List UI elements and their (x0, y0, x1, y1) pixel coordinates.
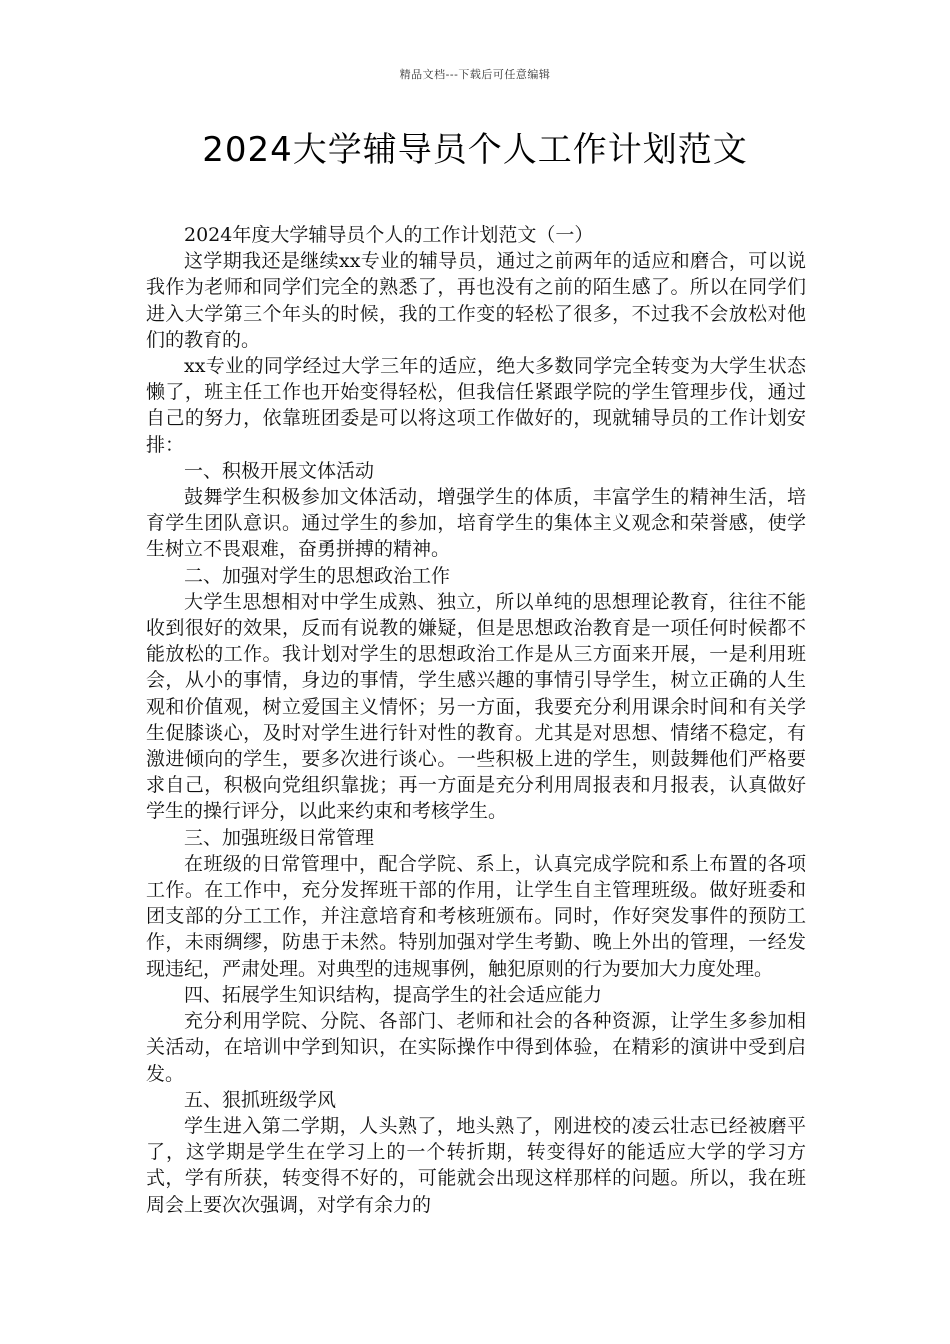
body-paragraph: 在班级的日常管理中，配合学院、系上，认真完成学院和系上布置的各项工作。在工作中，充分发挥班干部的作用，让学生自主管理班级。做好班委和团支部的分工工作，并注意培育和考核班颁布。同时，作好突发事件的预防工作，未雨绸缪，防患于未然。特别加强对学生考勤、晚上外出的管理，一经发现违纪，严肃处理。对典型的违规事例，触犯原则的行为要加大力度处理。 (146, 852, 806, 980)
document-body (146, 222, 806, 1218)
section-heading: 二、加强对学生的思想政治工作 (184, 564, 451, 587)
body-paragraph: 学生进入第二学期，人头熟了，地头熟了，刚进校的凌云壮志已经被磨平了，这学期是学生在学习上的一个转折期，转变得好的能适应大学的学习方式，学有所获，转变得不好的，可能就会出现这样那样的问题。所以，我在班周会上要次次强调，对学有余力的 (146, 1114, 806, 1216)
section-heading: 五、狠抓班级学风 (184, 1088, 337, 1111)
subtitle-paragraph: 2024年度大学辅导员个人的工作计划范文（一） (184, 224, 594, 246)
document-title: 2024大学辅导员个人工作计划范文 (202, 130, 748, 170)
body-paragraph: xx专业的同学经过大学三年的适应，绝大多数同学完全转变为大学生状态懒了，班主任工作也开始变得轻松，但我信任紧跟学院的学生管理步伐，通过自己的努力，依靠班团委是可以将这项工作做好的，现就辅导员的工作计划安排： (146, 355, 806, 456)
body-paragraph: 鼓舞学生积极参加文体活动，增强学生的体质，丰富学生的精神生活，培育学生团队意识。通过学生的参加，培育学生的集体主义观念和荣誉感，使学生树立不畏艰难，奋勇拼搏的精神。 (146, 486, 806, 561)
section-heading: 四、拓展学生知识结构，提高学生的社会适应能力 (184, 983, 603, 1006)
body-paragraph: 充分利用学院、分院、各部门、老师和社会的各种资源，让学生多参加相关活动，在培训中学到知识，在实际操作中得到体验，在精彩的演讲中受到启发。 (146, 1010, 806, 1085)
body-paragraph: 大学生思想相对中学生成熟、独立，所以单纯的思想理论教育，往往不能收到很好的效果，反而有说教的嫌疑，但是思想政治教育是一项任何时候都不能放松的工作。我计划对学生的思想政治工作是从三方面来开展，一是利用班会，从小的事情，身边的事情，学生感兴趣的事情引导学生，树立正确的人生观和价值观，树立爱国主义情怀；另一方面，我要充分利用课余时间和有关学生促膝谈心，及时对学生进行针对性的教育。尤其是对思想、情绪不稳定，有激进倾向的学生，要多次进行谈心。一些积极上进的学生，则鼓舞他们严格要求自己，积极向党组织靠拢；再一方面是充分利用周报表和月报表，认真做好学生的操行评分，以此来约束和考核学生。 (146, 590, 806, 823)
header-note: 精品文档---下载后可任意编辑 (399, 68, 551, 81)
section-heading: 一、积极开展文体活动 (184, 459, 375, 482)
body-paragraph: 这学期我还是继续xx专业的辅导员，通过之前两年的适应和磨合，可以说我作为老师和同学们完全的熟悉了，再也没有之前的陌生感了。所以在同学们进入大学第三个年头的时候，我的工作变的轻松了很多，不过我不会放松对他们的教育的。 (146, 250, 806, 351)
section-heading: 三、加强班级日常管理 (184, 826, 375, 849)
